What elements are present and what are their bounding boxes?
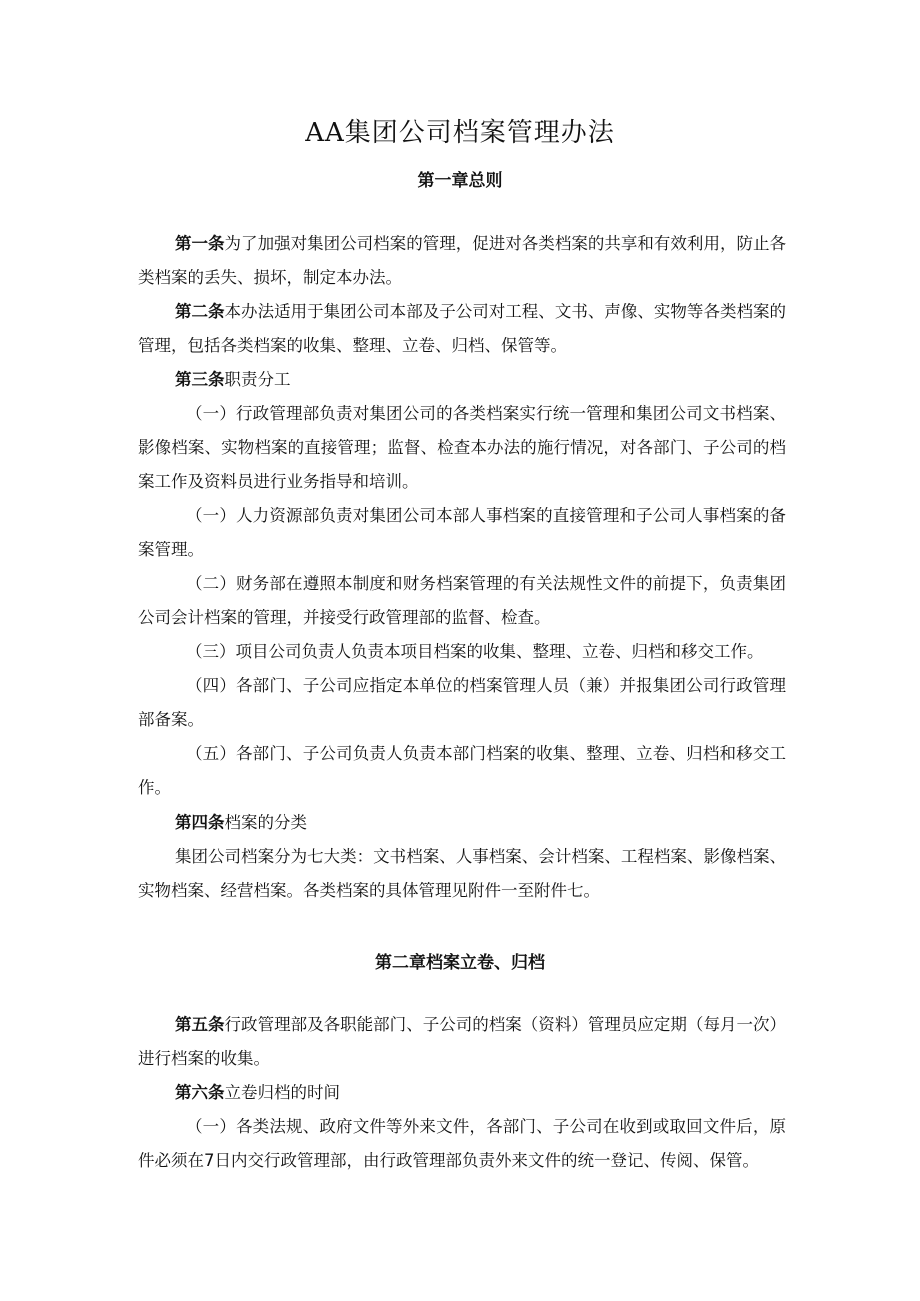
article-6 [138, 1076, 786, 1110]
article-label: 第四条 [175, 813, 225, 832]
list-item: （一）人力资源部负责对集团公司本部人事档案的直接管理和子公司人事档案的备案管理。 [138, 506, 786, 559]
list-item: （二）财务部在遵照本制度和财务档案管理的有关法规性文件的前提下，负责集团公司会计档案的管理，并接受行政管理部的监督、检查。 [138, 574, 786, 627]
article-text: 行政管理部及各职能部门、子公司的档案（资料）管理员应定期（每月一次）进行档案的收集。 [138, 1015, 787, 1068]
list-item: （一）行政管理部负责对集团公司的各类档案实行统一管理和集团公司文书档案、影像档案、实物档案的直接管理；监督、检查本办法的施行情况，对各部门、子公司的档案工作及资料员进行业务指导和培训。 [138, 404, 786, 491]
article-2 [138, 295, 786, 363]
article-label: 第五条 [175, 1015, 225, 1034]
chapter-heading-1: 第一章总则 [417, 171, 503, 191]
article-text: 为了加强对集团公司档案的管理，促进对各类档案的共享和有效利用，防止各类档案的丢失、损坏，制定本办法。 [138, 234, 787, 287]
article-4 [138, 806, 786, 840]
article-text: 本办法适用于集团公司本部及子公司对工程、文书、声像、实物等各类档案的管理，包括各类档案的收集、整理、立卷、归档、保管等。 [138, 302, 787, 355]
article-label: 第六条 [175, 1083, 225, 1102]
chapter-heading-2: 第二章档案立卷、归档 [375, 953, 545, 973]
article-text: 职责分工 [224, 370, 291, 389]
article-label: 第一条 [175, 234, 225, 253]
article-label: 第二条 [175, 302, 225, 321]
article-5 [138, 1008, 786, 1076]
list-item: （一）各类法规、政府文件等外来文件，各部门、子公司在收到或取回文件后，原件必须在7日内交行政管理部，由行政管理部负责外来文件的统一登记、传阅、保管。 [138, 1117, 786, 1170]
article-4-body: 集团公司档案分为七大类：文书档案、人事档案、会计档案、工程档案、影像档案、实物档案、经营档案。各类档案的具体管理见附件一至附件七。 [138, 847, 786, 900]
article-label: 第三条 [175, 370, 225, 389]
article-text: 立卷归档的时间 [224, 1083, 340, 1102]
article-text: 档案的分类 [224, 813, 307, 832]
list-item: （五）各部门、子公司负责人负责本部门档案的收集、整理、立卷、归档和移交工作。 [138, 744, 786, 797]
article-3 [138, 363, 786, 397]
list-item: （四）各部门、子公司应指定本单位的档案管理人员（兼）并报集团公司行政管理部备案。 [138, 676, 786, 729]
list-item: （三）项目公司负责人负责本项目档案的收集、整理、立卷、归档和移交工作。 [186, 642, 764, 661]
article-1 [138, 227, 786, 295]
document-title: AA集团公司档案管理办法 [305, 118, 615, 148]
